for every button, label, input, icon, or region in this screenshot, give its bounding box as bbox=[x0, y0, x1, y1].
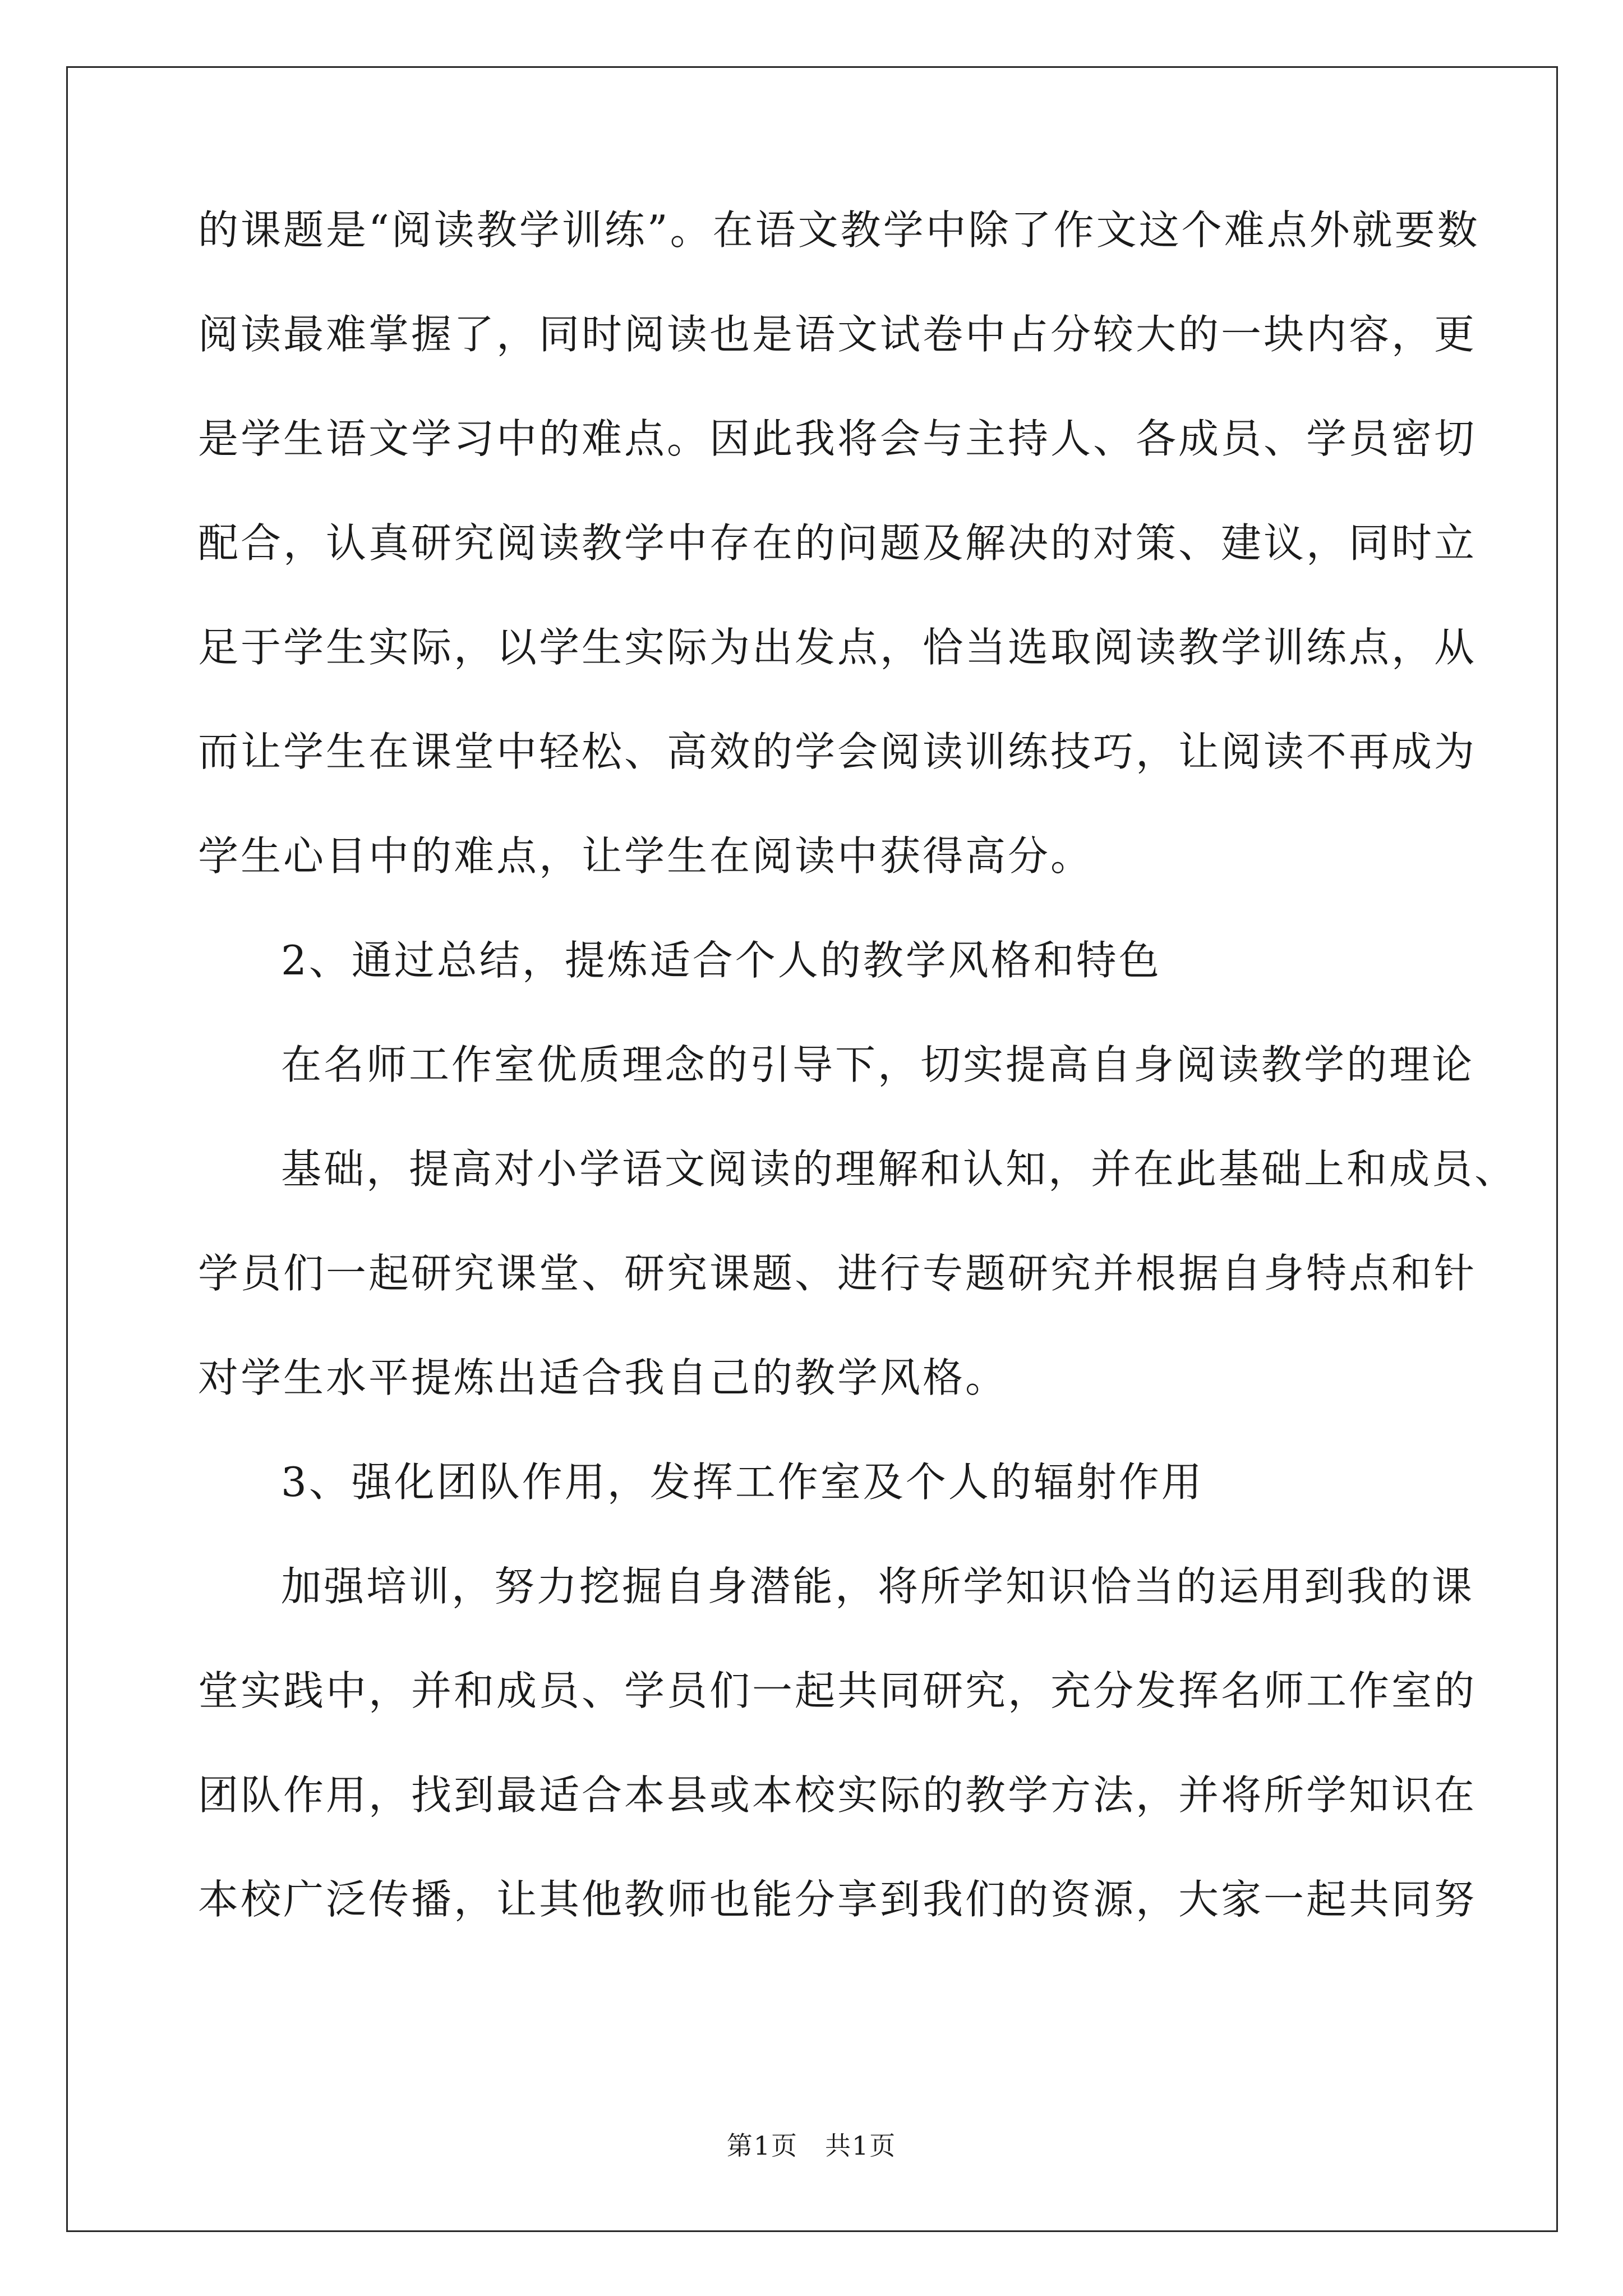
page-number-footer: 第1页 共1页 bbox=[726, 2131, 897, 2161]
text-line: 学员们一起研究课堂、研究课题、进行专题研究并根据自身特点和针 bbox=[198, 1250, 1477, 1297]
section-heading: 3、强化团队作用，发挥工作室及个人的辐射作用 bbox=[281, 1458, 1204, 1506]
text-line: 阅读最难掌握了，同时阅读也是语文试卷中占分较大的一块内容，更 bbox=[198, 311, 1477, 358]
text-line: 对学生水平提炼出适合我自己的教学风格。 bbox=[198, 1354, 1008, 1401]
text-line: 是学生语文学习中的难点。因此我将会与主持人、各成员、学员密切 bbox=[198, 415, 1477, 462]
text-line: 足于学生实际，以学生实际为出发点，恰当选取阅读教学训练点，从 bbox=[198, 624, 1477, 671]
text-line: 而让学生在课堂中轻松、高效的学会阅读训练技巧，让阅读不再成为 bbox=[198, 728, 1477, 775]
text-line: 配合，认真研究阅读教学中存在的问题及解决的对策、建议，同时立 bbox=[198, 519, 1477, 567]
text-line: 堂实践中，并和成员、学员们一起共同研究，充分发挥名师工作室的 bbox=[198, 1667, 1477, 1714]
text-line: 的课题是“阅读教学训练”。在语文教学中除了作文这个难点外就要数 bbox=[198, 206, 1480, 254]
text-line: 加强培训，努力挖掘自身潜能，将所学知识恰当的运用到我的课 bbox=[281, 1563, 1475, 1610]
text-line: 团队作用，找到最适合本县或本校实际的教学方法，并将所学知识在 bbox=[198, 1772, 1477, 1819]
text-line: 学生心目中的难点，让学生在阅读中获得高分。 bbox=[198, 832, 1094, 880]
text-line: 基础，提高对小学语文阅读的理解和认知，并在此基础上和成员、 bbox=[281, 1145, 1518, 1193]
text-line: 在名师工作室优质理念的引导下，切实提高自身阅读教学的理论 bbox=[281, 1041, 1475, 1088]
text-line: 本校广泛传播，让其他教师也能分享到我们的资源，大家一起共同努 bbox=[198, 1876, 1477, 1923]
section-heading: 2、通过总结，提炼适合个人的教学风格和特色 bbox=[281, 937, 1161, 984]
